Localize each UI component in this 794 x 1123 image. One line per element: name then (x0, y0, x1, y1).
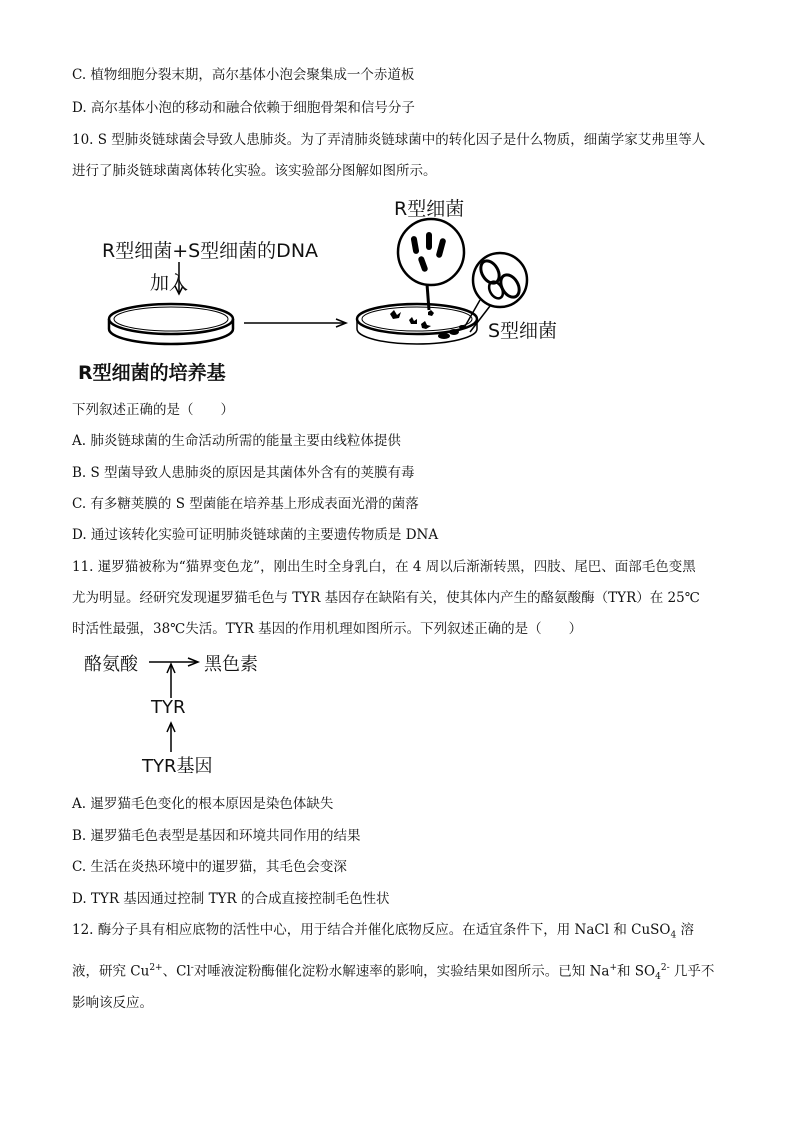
q12-sup-so4: 2- (660, 963, 670, 973)
q11-option-b[interactable]: B. 暹罗猫毛色表型是基因和环境共同作用的结果 (72, 828, 361, 844)
q12-sub-so4: 4 (655, 972, 661, 983)
label-tyr-gene: TYR基因 (142, 756, 213, 777)
label-add: 加入 (150, 272, 189, 294)
q10-option-c[interactable]: C. 有多糖荚膜的 S 型菌能在培养基上形成表面光滑的菌落 (72, 496, 419, 512)
q11-stem-line-3: 时活性最强，38℃失活。TYR 基因的作用机理如图所示。下列叙述正确的是（ ） (72, 621, 583, 637)
process-arrow (244, 319, 346, 327)
q12-stem-2a: 液，研究 Cu (72, 963, 150, 980)
q10-option-d[interactable]: D. 通过该转化实验可证明肺炎链球菌的主要遗传物质是 DNA (72, 527, 439, 543)
q11-option-c[interactable]: C. 生活在炎热环境中的暹罗猫，其毛色会变深 (72, 859, 347, 875)
q10-stem-line-1: 10. S 型肺炎链球菌会导致人患肺炎。为了弄清肺炎链球菌中的转化因子是什么物质，细菌学家艾弗里等人 (72, 132, 706, 148)
q11-stem-line-1: 11. 暹罗猫被称为“猫界变色龙”，刚出生时全身乳白，在 4 周以后渐渐转黑，四肢、尾巴、面部毛色变黑 (72, 559, 696, 575)
label-r-bacteria: R型细菌 (394, 198, 465, 220)
q12-stem-1b: 溶 (676, 922, 695, 938)
q9-option-c[interactable]: C. 植物细胞分裂末期，高尔基体小泡会聚集成一个赤道板 (72, 67, 415, 83)
q12-stem-line-1 (72, 920, 694, 946)
culture-dish-left (109, 304, 233, 344)
label-r-plus-s-dna: R型细菌+S型细菌的DNA (102, 240, 319, 262)
q12-sup-na: + (609, 963, 618, 973)
q12-stem-2b: 、Cl (162, 963, 191, 980)
q11-option-a[interactable]: A. 暹罗猫毛色变化的根本原因是染色体缺失 (72, 796, 334, 812)
q11-option-d[interactable]: D. TYR 基因通过控制 TYR 的合成直接控制毛色性状 (72, 891, 390, 907)
label-melanin: 黑色素 (204, 654, 258, 675)
arrow-gene-to-tyr (167, 723, 175, 752)
arrow-tyr-to-reaction (167, 664, 175, 698)
q10-stem-line-2: 进行了肺炎链球菌离体转化实验。该实验部分图解如图所示。 (72, 163, 437, 179)
q12-stem-1-sub: 4 (670, 930, 677, 941)
label-tyr-enzyme: TYR (151, 697, 186, 718)
q9-option-d[interactable]: D. 高尔基体小泡的移动和融合依赖于细胞骨架和信号分子 (72, 100, 415, 116)
arrow-tyrosine-to-melanin (149, 658, 198, 666)
q12-stem-1a: 12. 酶分子具有相应底物的活性中心，用于结合并催化底物反应。在适宜条件下，用 NaCl 和 CuSO (72, 922, 671, 938)
transformation-experiment-figure (72, 192, 592, 392)
q10-prompt: 下列叙述正确的是（ ） (72, 402, 234, 418)
r-bacteria-magnified (398, 219, 464, 310)
q12-stem-2e: 几乎不 (669, 963, 715, 980)
q12-sup-cl: - (190, 963, 194, 973)
label-s-bacteria: S型细菌 (488, 320, 558, 342)
q11-stem-line-2: 尤为明显。经研究发现暹罗猫毛色与 TYR 基因存在缺陷有关，使其体内产生的酪氨酸酶（TYR）在 25℃ (72, 590, 700, 606)
q12-stem-2c: 对唾液淀粉酶催化淀粉水解速率的影响，实验结果如图所示。已知 Na (193, 963, 610, 980)
label-r-culture-medium: R型细菌的培养基 (78, 362, 226, 384)
q12-sup-cu: 2+ (149, 963, 163, 973)
culture-dish-right (357, 304, 477, 344)
tyr-mechanism-figure (72, 648, 292, 780)
q12-stem-2d: 和 SO (617, 963, 656, 980)
q10-option-b[interactable]: B. S 型菌导致人患肺炎的原因是其菌体外含有的荚膜有毒 (72, 465, 415, 481)
q12-stem-line-3: 影响该反应。 (72, 995, 153, 1011)
label-tyrosine: 酪氨酸 (84, 654, 138, 675)
q12-stem-line-2 (72, 958, 714, 987)
q10-option-a[interactable]: A. 肺炎链球菌的生命活动所需的能量主要由线粒体提供 (72, 433, 401, 449)
